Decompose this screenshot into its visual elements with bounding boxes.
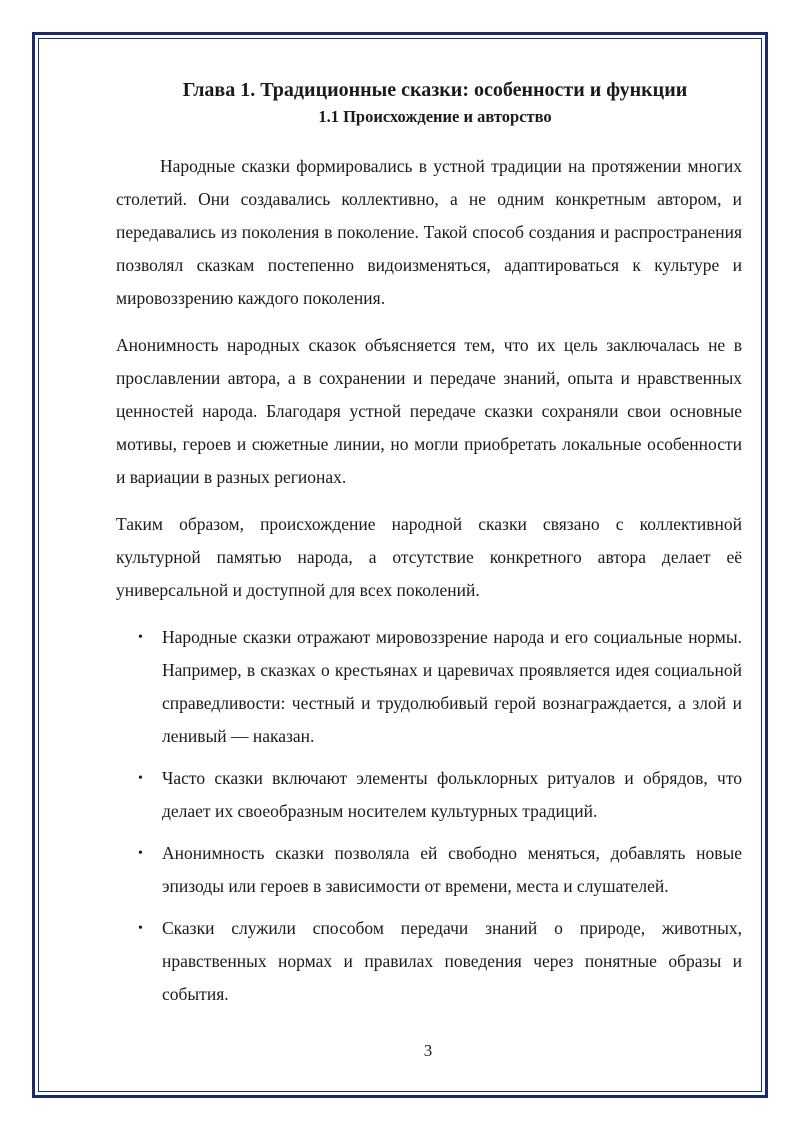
list-item: [116, 837, 742, 903]
chapter-title: Глава 1. Традиционные сказки: особенности и функции: [182, 79, 688, 101]
list-item: [116, 762, 742, 828]
bullet-marker: •: [138, 921, 143, 936]
bullet-marker: •: [138, 630, 143, 645]
bullet-list: [116, 621, 742, 1011]
list-item-text: Народные сказки отражают мировоззрение народа и его социальные нормы. Например, в сказках о крестьянах и царевичах проявляется идея социальной справедливости: честный и трудолюбивый герой вознаграждается, а злой и ленивый — наказан.: [162, 627, 742, 746]
list-item-text: Сказки служили способом передачи знаний о природе, животных, нравственных нормах и правилах поведения через понятные образы и события.: [162, 918, 742, 1004]
list-item-text: Часто сказки включают элементы фольклорных ритуалов и обрядов, что делает их своеобразным носителем культурных традиций.: [162, 768, 742, 821]
paragraph-anonymity: Анонимность народных сказок объясняется тем, что их цель заключалась не в прославлении автора, а в сохранении и передаче знаний, опыта и нравственных ценностей народа. Благодаря устной передаче сказки сохраняли свои основные мотивы, героев и сюжетные линии, но могли приобретать локальные особенности и вариации в разных регионах.: [116, 335, 742, 487]
bullet-marker: •: [138, 771, 143, 786]
page-number: 3: [423, 1041, 433, 1060]
paragraph-conclusion: Таким образом, происхождение народной сказки связано с коллективной культурной памятью народа, а отсутствие конкретного автора делает её универсальной и доступной для всех поколений.: [116, 514, 742, 600]
bullet-marker: •: [138, 846, 143, 861]
section-title: 1.1 Происхождение и авторство: [318, 107, 552, 126]
page-content: [116, 76, 742, 1020]
paragraph-origin: Народные сказки формировались в устной традиции на протяжении многих столетий. Они создавались коллективно, а не одним конкретным автором, и передавались из поколения в поколение. Такой способ создания и распространения позволял сказкам постепенно видоизменяться, адаптироваться к культуре и мировоззрению каждого поколения.: [116, 156, 742, 308]
list-item: [116, 912, 742, 1011]
list-item: [116, 621, 742, 753]
list-item-text: Анонимность сказки позволяла ей свободно меняться, добавлять новые эпизоды или героев в зависимости от времени, места и слушателей.: [162, 843, 742, 896]
